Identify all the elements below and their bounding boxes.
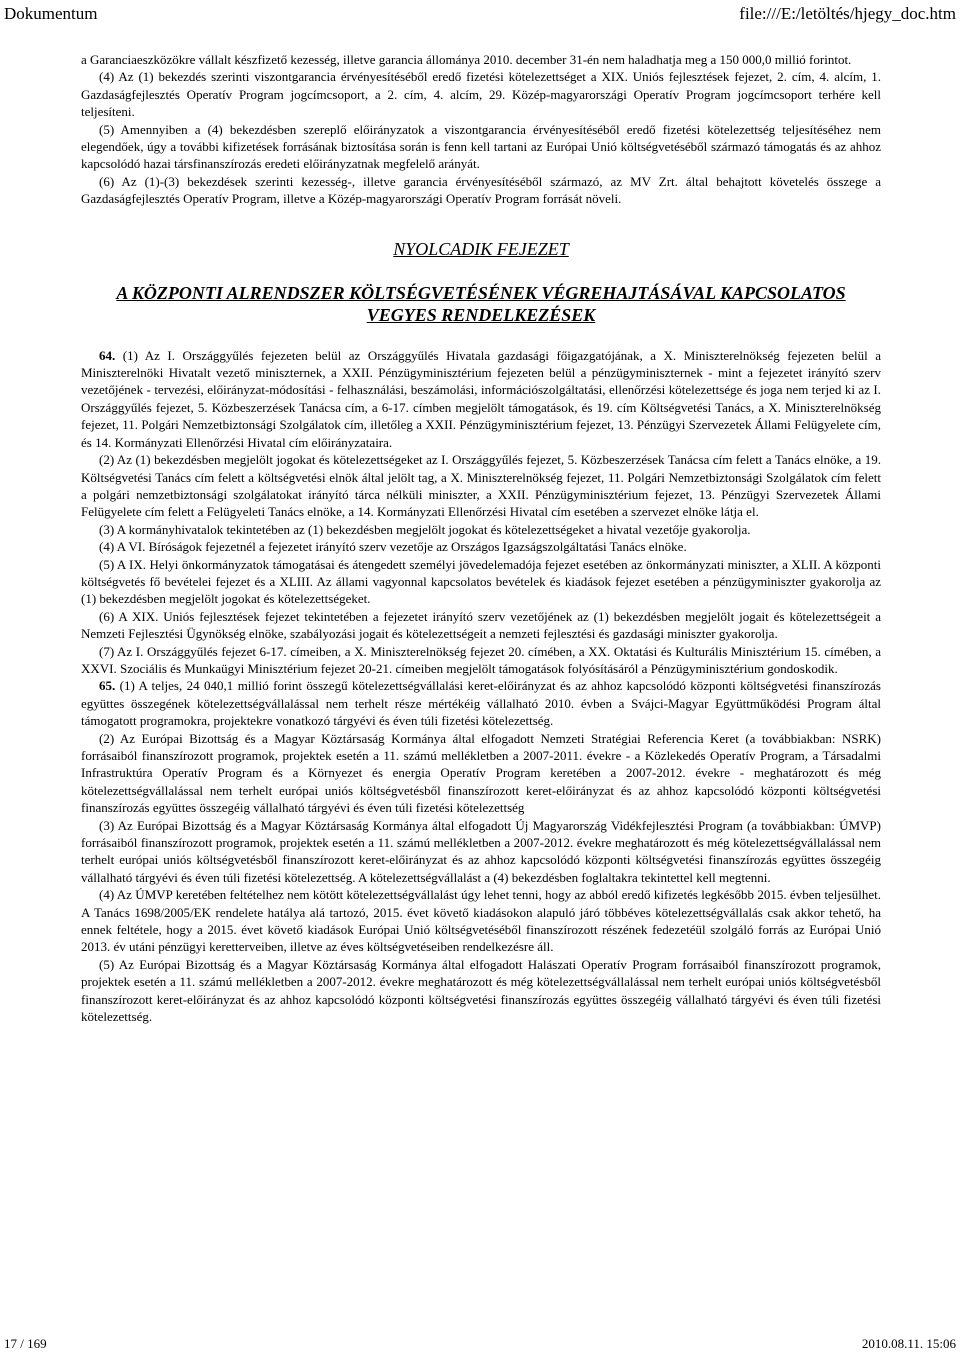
section-64-paragraph-1: [81, 347, 881, 451]
paragraph: (4) A VI. Bíróságok fejezetnél a fejezetet irányító szerv vezetője az Országos Igazságszolgáltatási Tanács elnöke.: [99, 539, 687, 555]
page-counter: 17 / 169: [4, 1336, 47, 1351]
paragraph: (3) A kormányhivatalok tekintetében az (1) bekezdésben megjelölt jogokat és kötelezettségeket a hivatal vezetője gyakorolja.: [99, 521, 751, 537]
paragraph: (6) Az (1)-(3) bekezdések szerinti kezesség-, illetve garancia érvényesítéséből származó, az MV Zrt. által behajtott követelés összege a Gazdaságfejlesztés Operatív Program, illetve a Közép-magyarországi Operatív Program forrását növeli.: [81, 173, 881, 207]
paragraph: (7) Az I. Országgyűlés fejezet 6-17. címeiben, a X. Miniszterelnökség fejezet 20. címében, a XX. Oktatási és Kulturális Minisztérium 15. címében, a XXVI. Szociális és Munkaügyi Minisztérium fejezet 20-21. címeiben megjelölt támogatások folyósításáról a Pénzügyminisztérium gondoskodik.: [81, 643, 881, 676]
paragraph: (5) Az Európai Bizottság és a Magyar Köztársaság Kormánya által elfogadott Halászati Operatív Program forrásaiból finanszírozott programok, projektek esetén a 11. számú mellékletben a 2007-2012. évekre meghatározott és még kötelezettségvállalással nem terhelt európai uniós költségvetésből finanszírozott keret-előirányzat és az ahhoz kapcsolódó központi költségvetési finanszírozás együttes összegéig vállalható tárgyévi és éven túli fizetési kötelezettség.: [81, 956, 881, 1025]
chapter-title: A KÖZPONTI ALRENDSZER KÖLTSÉGVETÉSÉNEK VÉGREHAJTÁSÁVAL KAPCSOLATOS VEGYES RENDELKEZÉSEK: [116, 282, 846, 325]
file-path: file:///E:/letöltés/hjegy_doc.htm: [739, 4, 956, 23]
page-header: [0, 0, 960, 28]
section-65-paragraph-1: [81, 677, 881, 729]
section-number: 64.: [99, 347, 116, 363]
section-number: 65.: [99, 678, 116, 694]
document-title: Dokumentum: [4, 4, 98, 23]
page-footer: [0, 1331, 960, 1357]
print-timestamp: 2010.08.11. 15:06: [861, 1336, 956, 1351]
document-body: [81, 51, 881, 1026]
paragraph: a Garanciaeszközökre vállalt készfizető kezesség, illetve garancia állománya 2010. december 31-én nem haladhatja meg a 150 000,0 millió forintot.: [81, 52, 852, 67]
paragraph: (3) Az Európai Bizottság és a Magyar Köztársaság Kormánya által elfogadott Új Magyarország Vidékfejlesztési Program (a továbbiakban: ÚMVP) forrásaiból finanszírozott programok, projektek esetén a 11. számú mellékletben a 2007-2012. évekre meghatározott és még kötelezettségvállalással nem terhelt európai uniós költségvetésből finanszírozott keret-előirányzat és az ahhoz kapcsolódó központi költségvetési finanszírozás együttes összegéig vállalható tárgyévi és éven túli fizetési kötelezettség. A kötelezettségvállalást a (4) bekezdésben foglaltakra tekintettel kell megtenni.: [81, 817, 881, 885]
section-text: (1) A teljes, 24 040,1 millió forint összegű kötelezettségvállalási keret-előirányzat és az ahhoz kapcsolódó központi költségvetési finanszírozás együttes összegének kötelezettségvállalással nem terhelt része mértékéig vállalható 2010. évben a Svájci-Magyar Együttműködési Program által támogatott programokra, projektekre vonatkozó tárgyévi és éven túli fizetési kötelezettség.: [81, 678, 881, 729]
paragraph: (2) Az (1) bekezdésben megjelölt jogokat és kötelezettségeket az I. Országgyűlés fejezet, 5. Közbeszerzések Tanácsa cím felett a Tanács elnöke, a 19. Költségvetési Tanács cím felett a költségvetési elnök által jelölt tag, a X. Miniszterelnökség fejezet, 11. Polgári Nemzetbiztonsági Szolgálatok cím felett a polgári nemzetbiztonsági szolgálatokat irányító tárca nélküli miniszter, a XXII. Pénzügyminisztérium fejezet, 13. Pénzügyi Szervezetek Állami Felügyelete cím felett a Felügyeleti Tanács elnöke, a 14. Kormányzati Ellenőrzési Hivatal cím esetében a szervezet elnöke látja el.: [81, 452, 881, 520]
paragraph: (4) Az (1) bekezdés szerinti viszontgarancia érvényesítéséből eredő fizetési kötelezettséget a XIX. Uniós fejlesztések fejezet, 2. cím, 4. alcím, 1. Gazdaságfejlesztés Operatív Program jogcímcsoport, a 2. cím, 4. alcím, 29. Közép-magyarországi Operatív Program jogcímcsoport terhére kell teljesíteni.: [81, 69, 881, 120]
paragraph: (5) Amennyiben a (4) bekezdésben szereplő előirányzatok a viszontgarancia érvényesítéséből eredő fizetési kötelezettség teljesítéséhez nem elegendőek, úgy a további kifizetések forrásának biztosítása során is fenn kell tartani az Európai Unió költségvetéséből származó támogatás és az ahhoz kapcsolódó hazai társfinanszírozás eredeti előirányzatnak megfelelő arányát.: [81, 121, 881, 172]
paragraph: (2) Az Európai Bizottság és a Magyar Köztársaság Kormánya által elfogadott Nemzeti Stratégiai Referencia Keret (a továbbiakban: NSRK) forrásaiból finanszírozott programok, projektek esetén a 11. számú mellékletben a 2007-2011. évekre - a Közlekedés Operatív Program, a Társadalmi Infrastruktúra Operatív Program és a Környezet és energia Operatív Program keretében a 2007-2012. évekre - meghatározott és még kötelezettségvállalással nem terhelt európai uniós költségvetésből finanszírozott keret-előirányzat és az ahhoz kapcsolódó központi költségvetési finanszírozás együttes összegéig vállalható tárgyévi és éven túli fizetési kötelezettség: [81, 730, 881, 816]
chapter-heading: NYOLCADIK FEJEZET: [393, 238, 569, 259]
paragraph: (4) Az ÚMVP keretében feltételhez nem kötött kötelezettségvállalást úgy lehet tenni, hogy az abból eredő kifizetés legkésőbb 2015. évben teljesülhet. A Tanács 1698/2005/EK rendelete hatálya alá tartozó, 2015. évet követő kiadásokon alapuló járó többéves kötelezettségvállalás csak akkor tehető, ha ennek feltétele, hogy a 2015. évet követő kiadások Európai Unió költségvetéséből finanszírozott részének fedezetéül szolgáló forrás az Európai Unió 2013. év utáni pénzügyi keretterveiben, illetve az éves költségvetéseiben rendelkezésre áll.: [81, 887, 881, 955]
paragraph: (5) A IX. Helyi önkormányzatok támogatásai és átengedett személyi jövedelemadója fejezet esetében az önkormányzati miniszter, a XLII. A központi költségvetés fő bevételei fejezet és a XLIII. Az állami vagyonnal kapcsolatos bevételek és kiadások fejezet esetében a pénzügyminiszter gyakorolja az (1) bekezdésben megjelölt jogokat és kötelezettségeket.: [81, 556, 881, 607]
section-text: (1) Az I. Országgyűlés fejezeten belül az Országgyűlés Hivatala gazdasági főigazgatójának, a X. Miniszterelnökség fejezeten belül a Miniszterelnöki Hivatalt vezető miniszternek, a XXII. Pénzügyminisztérium fejezeten belül a pénzügyminiszternek - mint a fejezetet irányító szerv vezetőjének - tervezési, előirányzat-módosítási - felhasználási, beszámolási, információszolgáltatási, ellenőrzési kötelezettsége és joga nem terjed ki az I. Országgyűlés fejezet, 5. Közbeszerzések Tanácsa cím, a 6-17. címben megjelölt támogatások, és 19. cím Költségvetési Tanács, a X. Miniszterelnökség fejezet, 11. Polgári Nemzetbiztonsági Szolgálatok cím, illetőleg a XXII. Pénzügyminisztérium fejezet, 13. Pénzügyi Szervezetek Állami Felügyelete cím, és 14. Kormányzati Ellenőrzési Hivatal cím előirányzataira.: [81, 347, 881, 450]
paragraph: (6) A XIX. Uniós fejlesztések fejezet tekintetében a fejezetet irányító szerv vezetőjének az (1) bekezdésben megjelölt jogait és kötelezettségeit a Nemzeti Fejlesztési Ügynökség elnöke, szabályozási jogait és kötelezettségeit a nemzeti fejlesztési és gazdasági miniszter gyakorolja.: [81, 608, 881, 642]
